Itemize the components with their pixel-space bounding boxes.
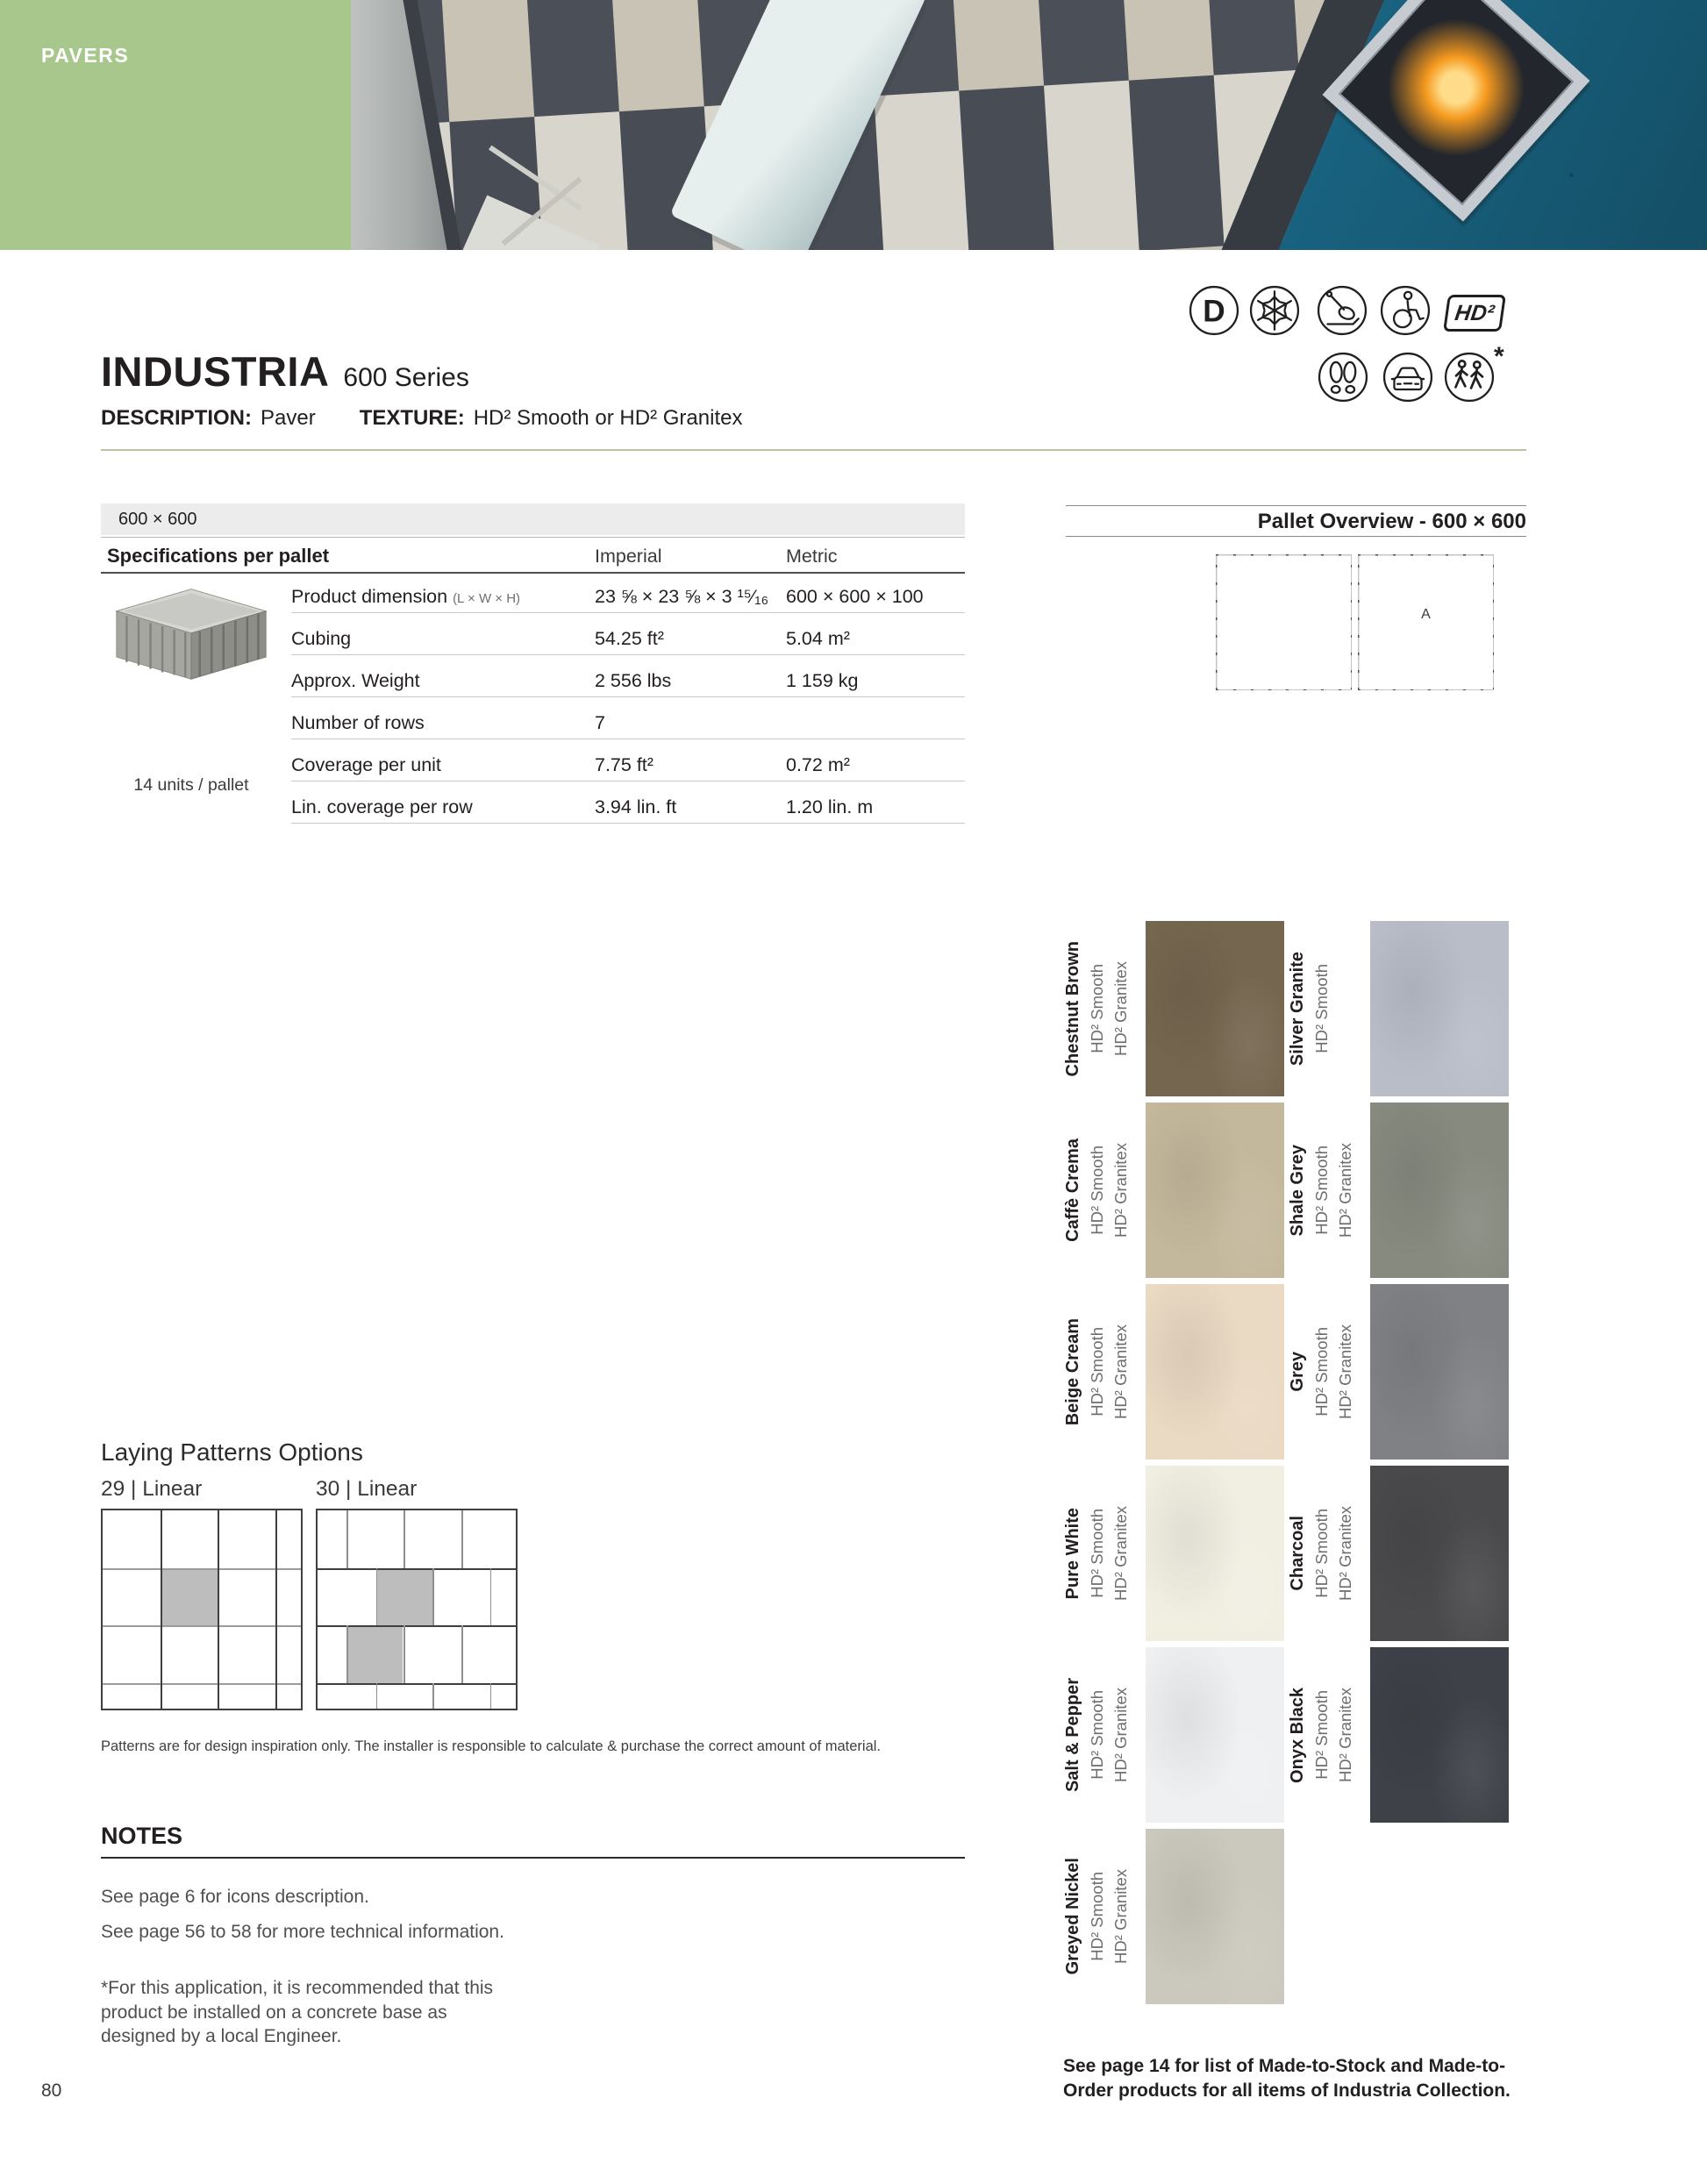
swatch-name: Chestnut Brown: [1063, 940, 1082, 1077]
swatch-name: Greyed Nickel: [1063, 1858, 1082, 1975]
footnote-asterisk: *: [1494, 342, 1504, 371]
page-number: 80: [41, 2081, 62, 2101]
divider: [101, 1857, 965, 1859]
row-imperial: 3.94 lin. ft: [595, 796, 677, 817]
swatch-texture: HD² Smooth: [1312, 1690, 1331, 1780]
spec-row-cubing: [291, 621, 965, 655]
swatch-color-tile: [1370, 1103, 1509, 1278]
row-label: Product dimension: [291, 586, 448, 607]
swatch-color-tile: [1370, 1284, 1509, 1460]
spec-table-title: Specifications per pallet: [107, 545, 330, 567]
freeze-thaw-icon: [1249, 285, 1300, 336]
spec-row-number-of-rows: [291, 705, 965, 739]
spec-row-weight: [291, 663, 965, 697]
swatch-color-tile: [1370, 1647, 1509, 1823]
row-metric: 600 × 600 × 100: [786, 586, 924, 607]
swatch-texture: HD² Granitex: [1111, 1506, 1130, 1601]
laying-patterns-heading: Laying Patterns Options: [101, 1438, 363, 1466]
texture-label: TEXTURE:: [359, 406, 465, 430]
pattern-diagram-30: [316, 1509, 518, 1710]
pedestrian-traffic-icon: [1444, 352, 1495, 403]
swatch-texture: HD² Smooth: [1088, 1872, 1106, 1961]
swatch-name: Salt & Pepper: [1063, 1677, 1082, 1793]
swatch-texture: HD² Granitex: [1111, 1869, 1130, 1964]
swatch-texture: HD² Granitex: [1336, 1688, 1354, 1782]
texture-value: HD² Smooth or HD² Granitex: [473, 406, 743, 430]
wheelchair-accessible-icon: [1380, 285, 1431, 336]
swatch-texture: HD² Granitex: [1111, 1324, 1130, 1419]
product-name: INDUSTRIA: [101, 348, 330, 395]
note-item: *For this application, it is recommended that this product be installed on a concrete base as designed by a local Engineer.: [101, 1978, 494, 2047]
swatch-name: Silver Granite: [1288, 951, 1307, 1067]
swatch-texture: HD² Smooth: [1312, 1146, 1331, 1235]
description-value: Paver: [261, 406, 316, 430]
divider: [101, 537, 965, 538]
hero-photo: [351, 0, 1707, 250]
swatch-salt-and-pepper: [1063, 1647, 1284, 1823]
product-description: [101, 406, 742, 431]
swatch-onyx-black: [1288, 1647, 1509, 1823]
swatch-texture: HD² Smooth: [1312, 1509, 1331, 1598]
pallet-overview-title: Pallet Overview - 600 × 600: [1257, 510, 1526, 533]
swatch-color-tile: [1146, 1103, 1284, 1278]
swatch-name: Shale Grey: [1288, 1144, 1307, 1237]
foot-traffic-icon: [1318, 352, 1368, 403]
swatch-beige-cream: [1063, 1284, 1284, 1460]
description-label: DESCRIPTION:: [101, 406, 253, 430]
swatch-texture: HD² Smooth: [1088, 1146, 1106, 1235]
swatch-texture: HD² Granitex: [1111, 1688, 1130, 1782]
pattern-shaded-cell: [376, 1568, 432, 1626]
row-imperial: 23 ⅝ × 23 ⅝ × 3 ¹⁵⁄₁₆: [595, 586, 769, 607]
swatch-caffe-crema: [1063, 1103, 1284, 1278]
pallet-overview-unit-letter: A: [1421, 607, 1431, 622]
row-imperial: 2 556 lbs: [595, 670, 672, 691]
swatch-name: Onyx Black: [1288, 1687, 1307, 1783]
swatch-texture: HD² Smooth: [1088, 1509, 1106, 1598]
swatch-texture: HD² Granitex: [1336, 1143, 1354, 1238]
row-label: Cubing: [291, 628, 352, 649]
swatch-shale-grey: [1288, 1103, 1509, 1278]
row-imperial: 7.75 ft²: [595, 754, 654, 775]
notes-heading: NOTES: [101, 1823, 183, 1849]
section-label: PAVERS: [41, 44, 130, 67]
swatch-grey: [1288, 1284, 1509, 1460]
divider: [1066, 536, 1526, 537]
row-metric: 5.04 m²: [786, 628, 850, 649]
swatch-texture: HD² Granitex: [1336, 1324, 1354, 1419]
note-item: See page 6 for icons description.: [101, 1887, 369, 1907]
swatch-texture: HD² Granitex: [1111, 1143, 1130, 1238]
row-label: Number of rows: [291, 712, 425, 733]
swatch-silver-granite: [1288, 921, 1509, 1096]
swatch-color-tile: [1146, 1466, 1284, 1641]
divider: [101, 572, 965, 574]
d-rating-icon: [1189, 285, 1239, 336]
swatch-greyed-nickel: [1063, 1829, 1284, 2004]
swatch-name: Caffè Crema: [1063, 1138, 1082, 1242]
svg-text:D: D: [1203, 294, 1225, 329]
spec-row-product-dimension: [291, 579, 965, 613]
pattern-diagram-29: [101, 1509, 303, 1710]
divider-rule: [101, 449, 1526, 451]
swatch-texture: HD² Smooth: [1088, 1690, 1106, 1780]
snow-plow-icon: [1317, 285, 1368, 336]
swatch-color-tile: [1146, 921, 1284, 1096]
swatch-name: Charcoal: [1288, 1516, 1307, 1591]
swatch-texture: HD² Smooth: [1312, 1327, 1331, 1417]
row-label: Lin. coverage per row: [291, 796, 473, 817]
swatch-name: Grey: [1288, 1352, 1307, 1392]
row-note: (L × W × H): [453, 591, 521, 606]
swatch-color-tile: [1370, 1466, 1509, 1641]
pattern-shaded-cell: [161, 1568, 218, 1626]
paver-product-thumbnail: [104, 579, 279, 710]
pallet-overview-slab-left: [1216, 554, 1352, 690]
swatch-texture: HD² Granitex: [1111, 961, 1130, 1056]
swatch-pure-white: [1063, 1466, 1284, 1641]
swatch-name: Pure White: [1063, 1507, 1082, 1600]
swatch-texture: HD² Smooth: [1312, 964, 1331, 1053]
size-tag-bar: [101, 503, 965, 535]
swatch-texture: HD² Granitex: [1336, 1506, 1354, 1601]
patterns-disclaimer: Patterns are for design inspiration only. The installer is responsible to calculate & purchase the correct amount of material.: [101, 1738, 882, 1754]
row-metric: 1 159 kg: [786, 670, 859, 691]
swatch-texture: HD² Smooth: [1088, 964, 1106, 1053]
swatch-charcoal: [1288, 1466, 1509, 1641]
row-label: Approx. Weight: [291, 670, 420, 691]
row-imperial: 7: [595, 712, 605, 733]
swatch-chestnut-brown: [1063, 921, 1284, 1096]
footer-note: See page 14 for list of Made-to-Stock and Made-to-Order products for all items of Industria Collection.: [1063, 2056, 1511, 2101]
vehicular-traffic-icon: [1382, 352, 1433, 403]
swatch-color-tile: [1146, 1647, 1284, 1823]
column-header-imperial: Imperial: [595, 546, 662, 567]
pallet-units-caption: 14 units / pallet: [133, 775, 249, 795]
product-series: 600 Series: [343, 363, 469, 392]
swatch-color-tile: [1146, 1284, 1284, 1460]
row-metric: 0.72 m²: [786, 754, 850, 775]
swatch-texture: HD² Smooth: [1088, 1327, 1106, 1417]
section-banner: [0, 0, 351, 250]
note-item: See page 56 to 58 for more technical information.: [101, 1922, 504, 1942]
row-metric: 1.20 lin. m: [786, 796, 874, 817]
swatch-name: Beige Cream: [1063, 1317, 1082, 1426]
divider: [1066, 505, 1526, 506]
pattern-shaded-cell: [346, 1625, 403, 1683]
hd2-badge: [1443, 295, 1506, 332]
swatch-color-tile: [1370, 921, 1509, 1096]
pattern-label-30: 30 | Linear: [316, 1477, 418, 1501]
column-header-metric: Metric: [786, 546, 838, 567]
page-title: [101, 347, 469, 396]
row-imperial: 54.25 ft²: [595, 628, 664, 649]
spec-row-lin-coverage: [291, 789, 965, 824]
spec-row-coverage-per-unit: [291, 747, 965, 782]
swatch-color-tile: [1146, 1829, 1284, 2004]
row-label: Coverage per unit: [291, 754, 441, 775]
pattern-label-29: 29 | Linear: [101, 1477, 203, 1501]
hd2-badge-text: HD²: [1453, 300, 1496, 325]
size-tag: 600 × 600: [118, 510, 197, 529]
